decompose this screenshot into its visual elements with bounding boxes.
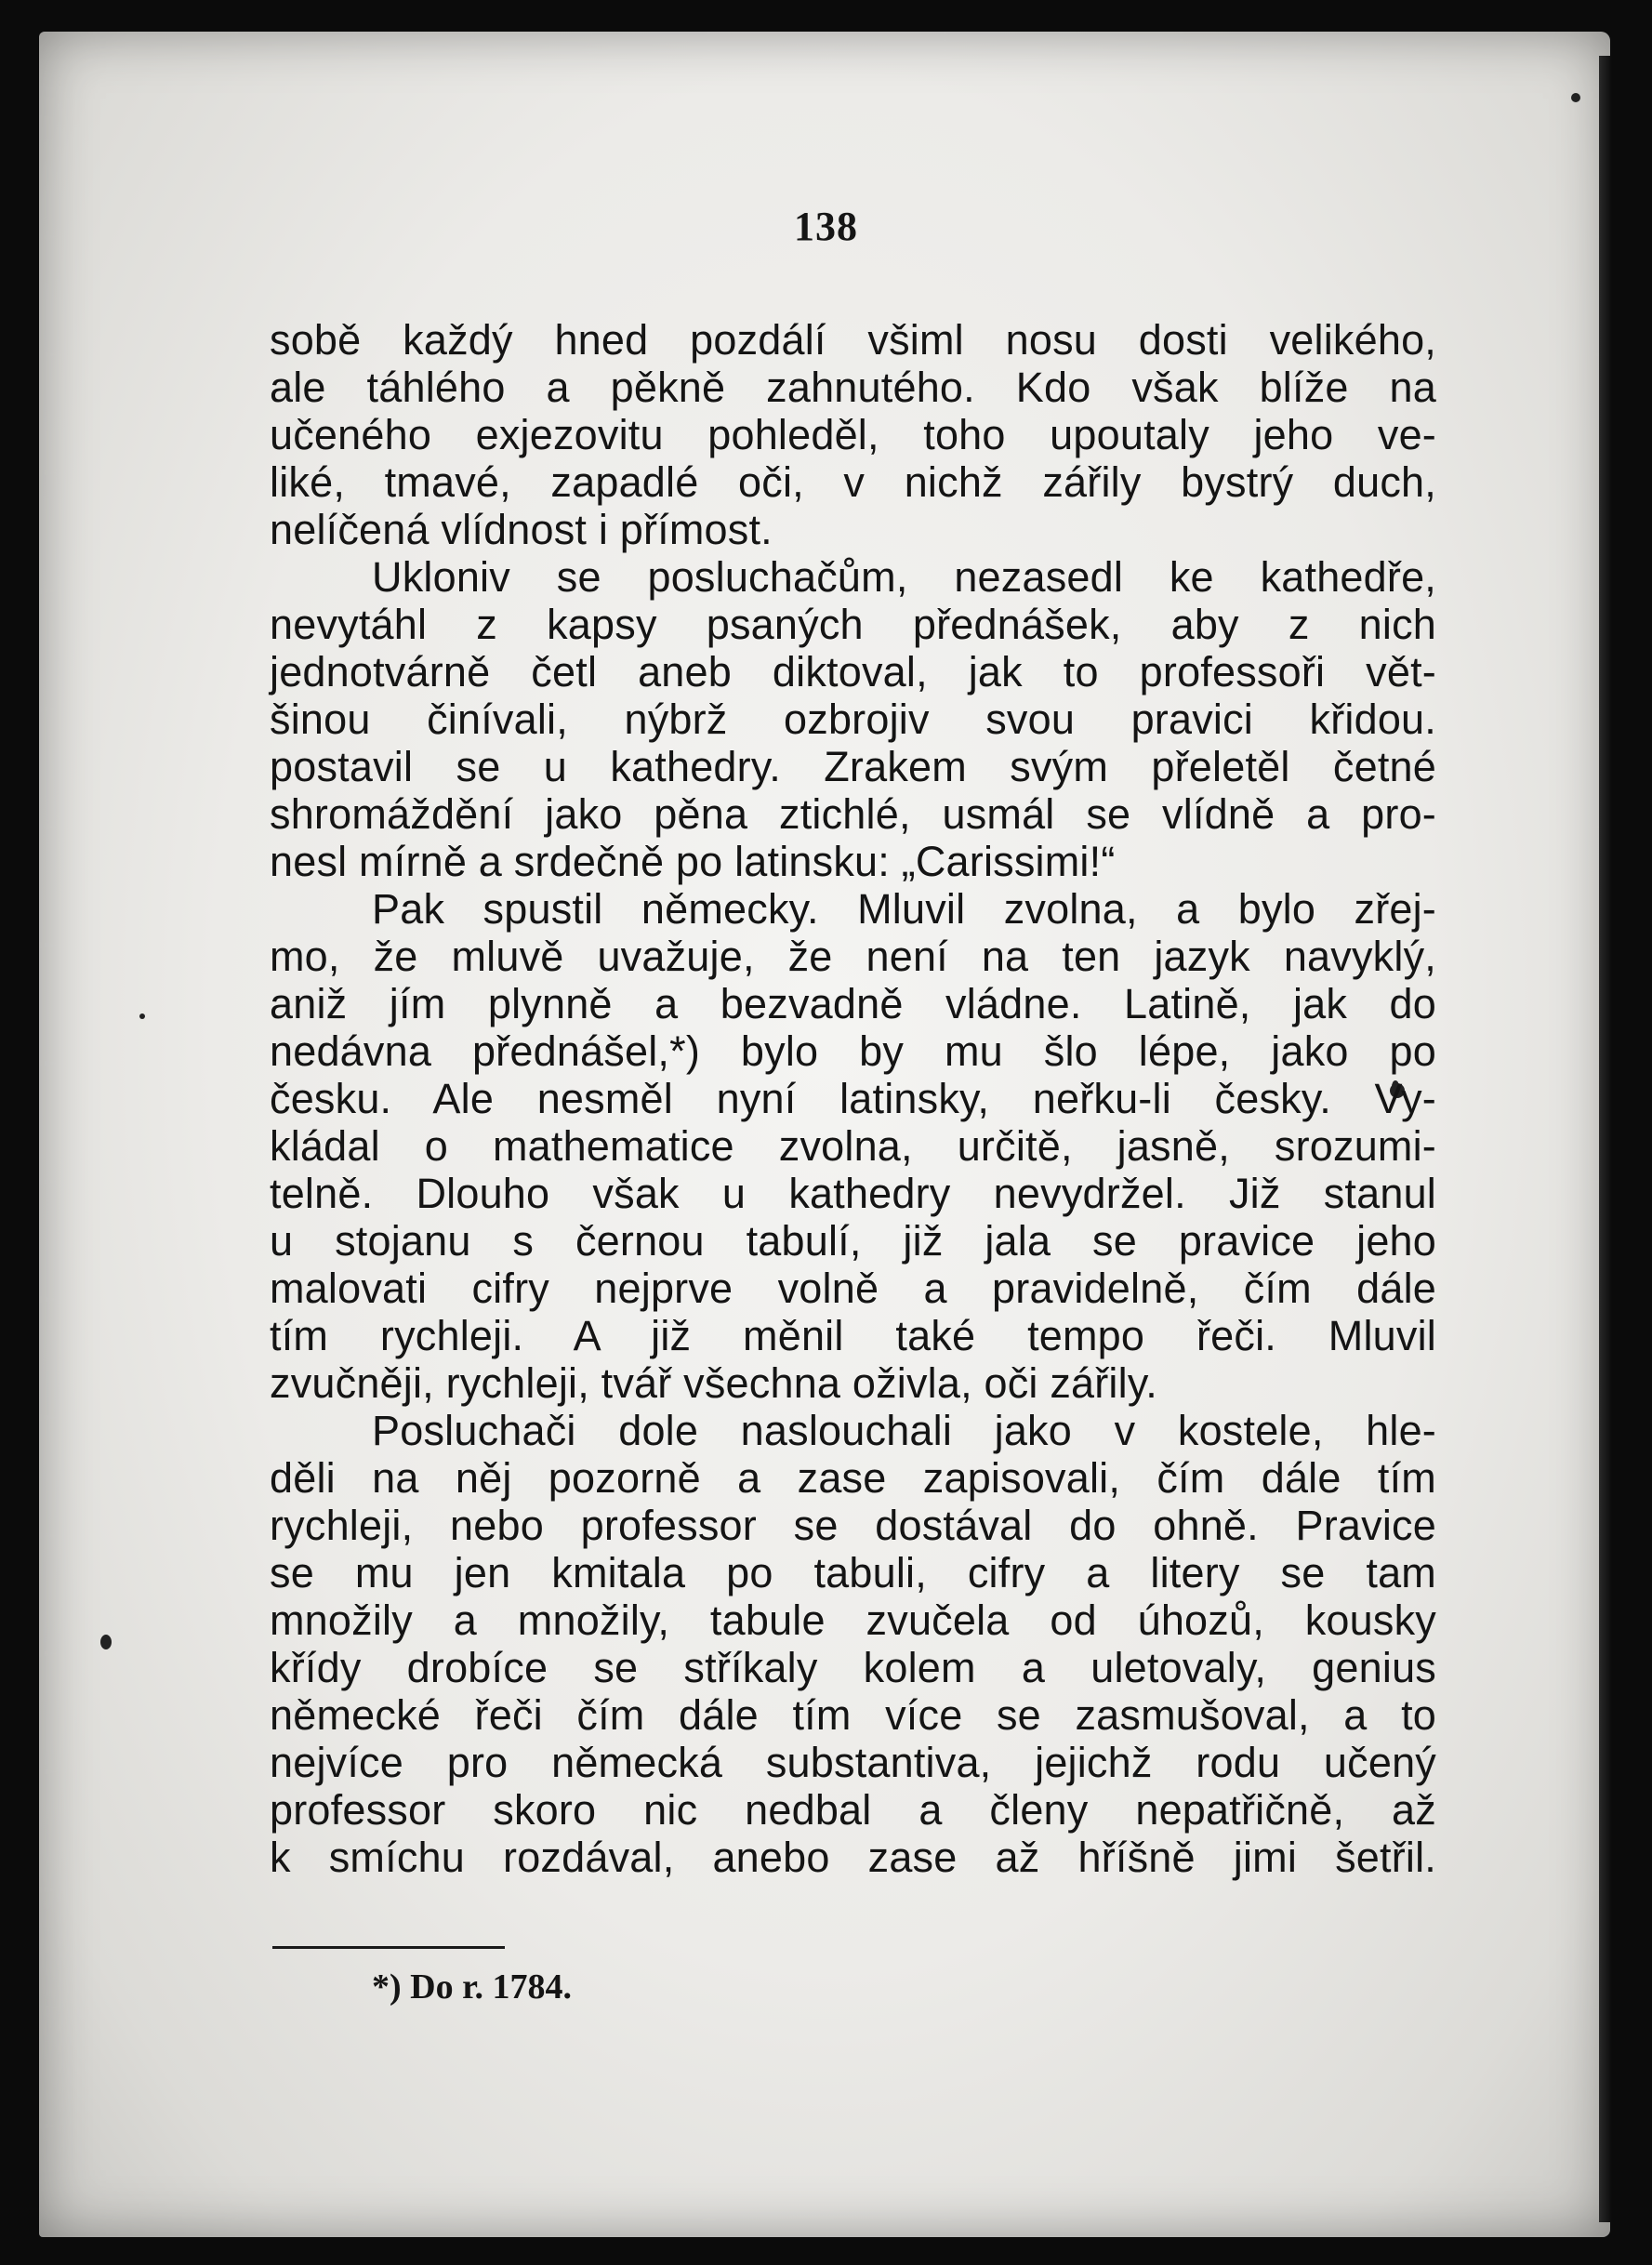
text-line: nejvíce pro německá substantiva, jejichž rodu učený bbox=[270, 1739, 1436, 1786]
dust-speck bbox=[100, 1635, 112, 1649]
text-line: Posluchači dole naslouchali jako v kostele, hle- bbox=[372, 1407, 1436, 1454]
body-text bbox=[270, 316, 1436, 1881]
text-line: Pak spustil německy. Mluvil zvolna, a bylo zřej- bbox=[372, 885, 1436, 933]
dust-speck bbox=[139, 1013, 145, 1019]
dust-speck bbox=[1571, 93, 1580, 102]
text-line: děli na něj pozorně a zase zapisovali, čím dále tím bbox=[270, 1454, 1436, 1502]
text-line: množily a množily, tabule zvučela od úhozů, kousky bbox=[270, 1596, 1436, 1644]
text-line: rychleji, nebo professor se dostával do ohně. Pravice bbox=[270, 1502, 1436, 1549]
text-line: nesl mírně a srdečně po latinsku: „Carissimi!“ bbox=[270, 838, 1116, 885]
text-line: Ukloniv se posluchačům, nezasedl ke kathedře, bbox=[372, 553, 1436, 601]
page-number: 138 bbox=[794, 204, 858, 249]
text-line: liké, tmavé, zapadlé oči, v nichž zářily bystrý duch, bbox=[270, 458, 1436, 506]
text-line: telně. Dlouho však u kathedry nevydržel. Již stanul bbox=[270, 1170, 1436, 1217]
text-line: česku. Ale nesměl nyní latinsky, neřku-li česky. Vy- bbox=[270, 1075, 1436, 1122]
text-line: německé řeči čím dále tím více se zasmušoval, a to bbox=[270, 1691, 1436, 1739]
text-line: nedávna přednášel,*) bylo by mu šlo lépe, jako po bbox=[270, 1027, 1436, 1075]
text-line: tím rychleji. A již měnil také tempo řeči. Mluvil bbox=[270, 1312, 1436, 1359]
text-line: ale táhlého a pěkně zahnutého. Kdo však blíže na bbox=[270, 364, 1436, 411]
text-line: kládal o mathematice zvolna, určitě, jasně, srozumi- bbox=[270, 1122, 1436, 1170]
text-line: zvučněji, rychleji, tvář všechna oživla, oči zářily. bbox=[270, 1359, 1157, 1407]
text-line: aniž jím plynně a bezvadně vládne. Latině, jak do bbox=[270, 980, 1436, 1027]
text-line: mo, že mluvě uvažuje, že není na ten jazyk navyklý, bbox=[270, 933, 1436, 980]
page-edge bbox=[1599, 56, 1612, 2222]
text-line: nelíčená vlídnost i přímost. bbox=[270, 506, 773, 553]
text-line: učeného exjezovitu pohleděl, toho upoutaly jeho ve- bbox=[270, 411, 1436, 458]
text-line: u stojanu s černou tabulí, již jala se pravice jeho bbox=[270, 1217, 1436, 1265]
text-line: shromáždění jako pěna ztichlé, usmál se vlídně a pro- bbox=[270, 790, 1436, 838]
text-line: malovati cifry nejprve volně a pravidelně, čím dále bbox=[270, 1265, 1436, 1312]
text-line: nevytáhl z kapsy psaných přednášek, aby z nich bbox=[270, 601, 1436, 648]
text-line: křídy drobíce se stříkaly kolem a uletovaly, genius bbox=[270, 1644, 1436, 1691]
footnote-rule bbox=[272, 1946, 505, 1949]
text-line: šinou činívali, nýbrž ozbrojiv svou pravici křidou. bbox=[270, 695, 1436, 743]
footnote: *) Do r. 1784. bbox=[372, 1967, 572, 2007]
text-line: sobě každý hned pozdálí všiml nosu dosti velikého, bbox=[270, 316, 1436, 364]
text-line: jednotvárně četl aneb diktoval, jak to professoři vět- bbox=[270, 648, 1436, 695]
text-line: k smíchu rozdával, anebo zase až hříšně jimi šetřil. bbox=[270, 1834, 1436, 1881]
text-line: postavil se u kathedry. Zrakem svým přeletěl četné bbox=[270, 743, 1436, 790]
text-line: professor skoro nic nedbal a členy nepatřičně, až bbox=[270, 1786, 1436, 1834]
text-line: se mu jen kmitala po tabuli, cifry a litery se tam bbox=[270, 1549, 1436, 1596]
